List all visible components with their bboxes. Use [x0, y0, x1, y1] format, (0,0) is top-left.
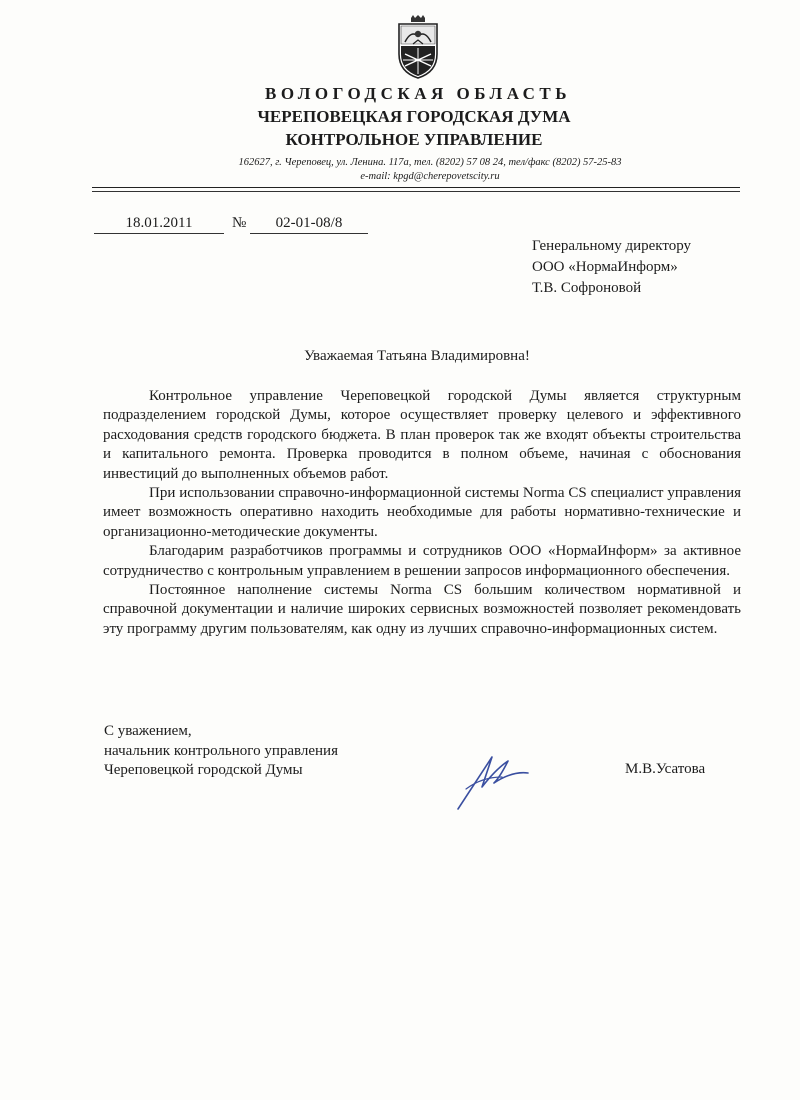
handwritten-signature	[452, 747, 532, 817]
addressee-company: ООО «НормаИнформ»	[532, 259, 678, 275]
letter-number: 02-01-08/8	[250, 215, 368, 234]
letterhead-email: e-mail: kpgd@cherepovetscity.ru	[360, 171, 500, 182]
letterhead-region: ВОЛОГОДСКАЯ ОБЛАСТЬ	[265, 84, 571, 103]
addressee-name: Т.В. Софроновой	[532, 280, 642, 296]
letterhead-duma: ЧЕРЕПОВЕЦКАЯ ГОРОДСКАЯ ДУМА	[257, 107, 571, 126]
salutation: Уважаемая Татьяна Владимировна!	[304, 348, 530, 364]
addressee-block	[532, 236, 691, 299]
signer-name: М.В.Усатова	[625, 761, 706, 777]
letterhead-address: 162627, г. Череповец, ул. Ленина. 117а, тел. (8202) 57 08 24, тел/факс (8202) 57-25-83	[238, 157, 622, 168]
body-paragraph-1: Контрольное управление Череповецкой городской Думы является структурным подразделением городской Думы, которое осуществляет проверку целевого и эффективного расходования средств городского бюджета. В план проверок так же входят объекты строительства и капитального ремонта. Проверка проводится в полном объеме, начиная с обоснования инвестиций до выполненных объемов работ.	[103, 388, 741, 482]
letterhead-rule-thin	[92, 191, 740, 192]
closing-position: начальник контрольного управления	[104, 742, 338, 759]
number-sign: №	[232, 215, 247, 231]
body-paragraph-2: При использовании справочно-информационной системы Norma CS специалист управления имеет возможность оперативно находить необходимые для работы нормативно-технические и организационно-методические документы.	[103, 485, 741, 540]
letterhead-department: КОНТРОЛЬНОЕ УПРАВЛЕНИЕ	[285, 130, 543, 149]
letter-body	[103, 387, 741, 639]
coat-of-arms-emblem	[391, 14, 445, 80]
letter-date: 18.01.2011	[94, 215, 224, 234]
closing-organization: Череповецкой городской Думы	[104, 762, 303, 778]
addressee-position: Генеральному директору	[532, 238, 692, 254]
body-paragraph-4: Постоянное наполнение системы Norma CS большим количеством нормативной и справочной документации и наличие широких сервисных возможностей позволяет рекомендовать эту программу другим пользователям, как одну из лучших справочно-информационных систем.	[103, 582, 741, 637]
closing-regards: С уважением,	[104, 723, 192, 739]
letterhead-rule-thick	[92, 187, 740, 188]
closing-block	[104, 722, 338, 781]
body-paragraph-3: Благодарим разработчиков программы и сотрудников ООО «НормаИнформ» за активное сотрудничество с контрольным управлением в решении запросов информационного обеспечения.	[103, 543, 741, 579]
